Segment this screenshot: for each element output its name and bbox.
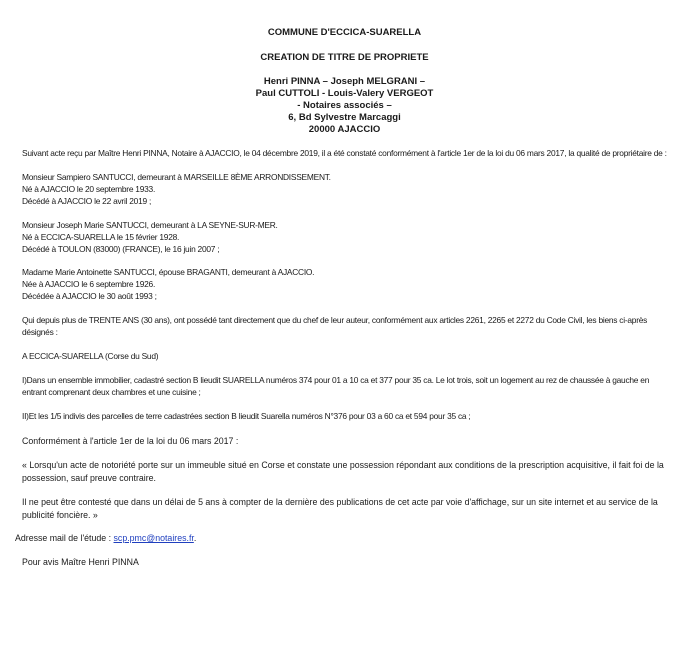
email-suffix: . — [193, 533, 197, 543]
owner-3-birth: Née à AJACCIO le 6 septembre 1926. — [22, 279, 156, 289]
intro-paragraph: Suivant acte reçu par Maître Henri PINNA, Notaire à AJACCIO, le 04 décembre 2019, il a été constaté conformément à l'article 1er de la loi du 06 mars 2017, la qualité de propriétaire de : — [22, 148, 667, 158]
property-location: A ECCICA-SUARELLA (Corse du Sud) — [22, 351, 159, 361]
property-item-1-line-2: entrant comprenant deux chambres et une cuisine ; — [22, 387, 201, 397]
legal-quote-paragraph-2: Il ne peut être contesté que dans un délai de 5 ans à compter de la dernière des publications de cet acte par voie d'affichage, sur un site internet et au service de la publicité foncière. » — [22, 497, 658, 520]
notaries-line-1: Henri PINNA – Joseph MELGRANI – — [263, 76, 426, 87]
email-line — [15, 532, 196, 545]
notaries-line-2: Paul CUTTOLI - Louis-Valery VERGEOT — [255, 88, 434, 99]
owner-2-death: Décédé à TOULON (83000) (FRANCE), le 16 juin 2007 ; — [22, 244, 220, 254]
commune-heading: COMMUNE D'ECCICA-SUARELLA — [267, 27, 422, 38]
notaries-line-3: - Notaires associés – — [297, 100, 392, 111]
owner-1-birth: Né à AJACCIO le 20 septembre 1933. — [22, 184, 156, 194]
property-item-2: II)Et les 1/5 indivis des parcelles de terre cadastrées section B lieudit Suarella numéros N°376 pour 03 a 60 ca et 594 pour 35 ca ; — [22, 411, 471, 421]
possession-paragraph-line-1: Qui depuis plus de TRENTE ANS (30 ans), ont possédé tant directement que du chef de leur auteur, conformément aux articles 2261, 2265 et 2272 du Code Civil, les biens ci-après — [22, 315, 648, 325]
owner-1-death: Décédé à AJACCIO le 22 avril 2019 ; — [22, 196, 152, 206]
signature-line: Pour avis Maître Henri PINNA — [22, 557, 139, 567]
owner-2-birth: Né à ECCICA-SUARELLA le 15 février 1928. — [22, 232, 180, 242]
possession-paragraph-line-2: désignés : — [22, 327, 58, 337]
legal-quote-paragraph-1: « Lorsqu'un acte de notoriété porte sur un immeuble situé en Corse et constate une possession répondant aux conditions de la prescription acquisitive, il fait foi de la possession, sauf preuve contraire. — [22, 460, 664, 483]
email-label: Adresse mail de l'étude : — [15, 533, 112, 543]
legal-reference: Conformément à l'article 1er de la loi du 06 mars 2017 : — [22, 436, 239, 446]
owner-1-identity: Monsieur Sampiero SANTUCCI, demeurant à MARSEILLE 8ÈME ARRONDISSEMENT. — [22, 172, 331, 182]
office-address: 6, Bd Sylvestre Marcaggi — [288, 112, 401, 123]
property-item-1-line-1: I)Dans un ensemble immobilier, cadastré section B lieudit SUARELLA numéros 374 pour 01 a 10 ca et 377 pour 35 ca. Le lot trois, soit un logement au rez de chaussée à gauche en — [22, 375, 650, 385]
owner-3-death: Décédée à AJACCIO le 30 août 1993 ; — [22, 291, 157, 301]
owner-3-identity: Madame Marie Antoinette SANTUCCI, épouse BRAGANTI, demeurant à AJACCIO. — [22, 267, 315, 277]
email-link[interactable]: scp.pmc@notaires.fr — [113, 533, 194, 543]
office-postal-code: 20000 AJACCIO — [308, 124, 381, 135]
owner-2-identity: Monsieur Joseph Marie SANTUCCI, demeurant à LA SEYNE-SUR-MER. — [22, 220, 278, 230]
document-title: CREATION DE TITRE DE PROPRIETE — [260, 52, 429, 63]
